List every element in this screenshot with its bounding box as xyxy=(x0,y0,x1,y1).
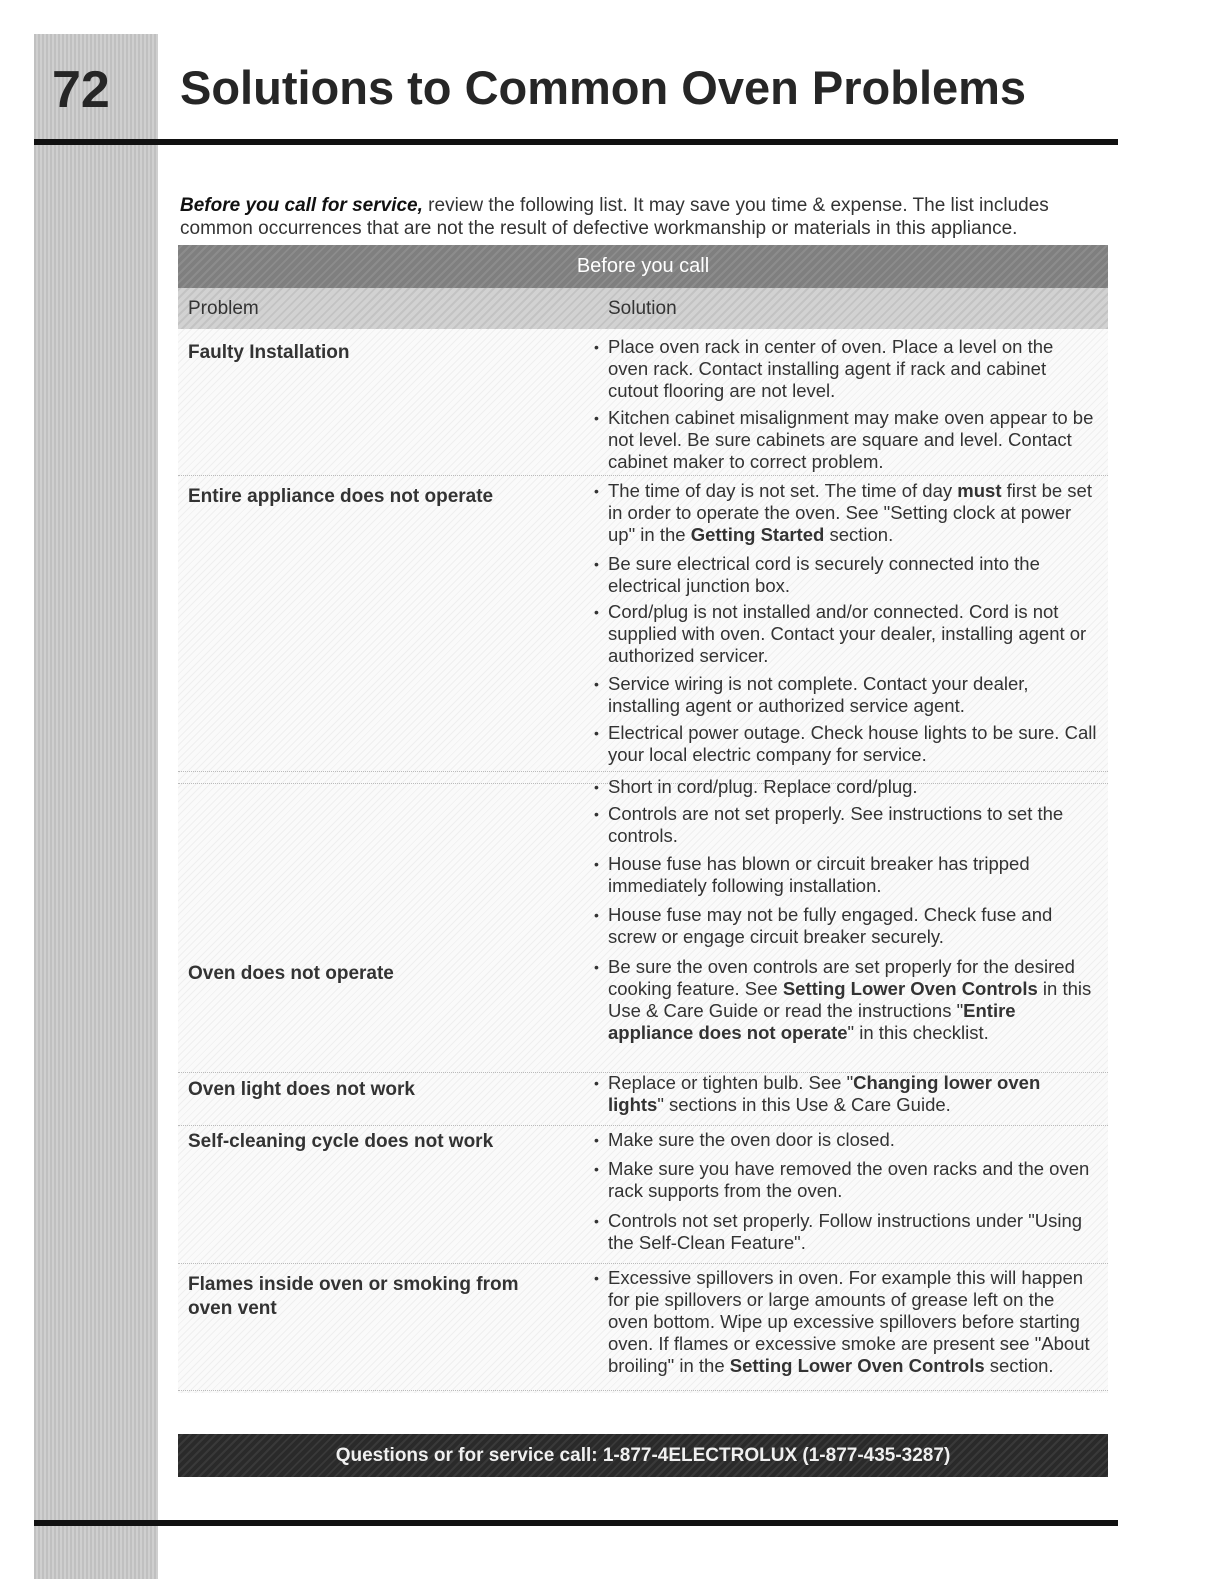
row-divider xyxy=(178,771,1108,772)
solution-text: Kitchen cabinet misalignment may make oven appear to be not level. Be sure cabinets are square and level. Contact cabinet maker to correct problem. xyxy=(608,407,1094,472)
bullet-icon: • xyxy=(594,483,599,499)
solution-item xyxy=(594,853,1098,897)
bullet-icon: • xyxy=(594,725,599,741)
solution-item xyxy=(594,722,1098,766)
solution-text: House fuse may not be fully engaged. Check fuse and screw or engage circuit breaker securely. xyxy=(608,904,1053,947)
solution-text: Controls not set properly. Follow instructions under "Using the Self-Clean Feature". xyxy=(608,1210,1083,1253)
service-call-footer: Questions or for service call: 1-877-4ELECTROLUX (1-877-435-3287) xyxy=(178,1434,1108,1477)
solution-column-header: Solution xyxy=(608,298,677,319)
table-header-row xyxy=(178,288,1108,329)
solution-item xyxy=(594,407,1098,473)
bullet-icon: • xyxy=(594,907,599,923)
bullet-icon: • xyxy=(594,556,599,572)
bullet-icon: • xyxy=(594,959,599,975)
bullet-icon: • xyxy=(594,1270,599,1286)
solution-item xyxy=(594,1210,1098,1254)
solution-item xyxy=(594,673,1098,717)
intro-lead: Before you call for service, xyxy=(180,195,423,216)
solution-item xyxy=(594,1072,1098,1116)
solution-item xyxy=(594,776,1098,798)
solution-text: Make sure the oven door is closed. xyxy=(608,1129,895,1150)
bullet-icon: • xyxy=(594,1075,599,1091)
page-number: 72 xyxy=(52,61,110,119)
footer-rule xyxy=(34,1520,1118,1526)
row-divider xyxy=(178,1390,1108,1391)
solution-text: Replace or tighten bulb. See "Changing lower oven lights" sections in this Use & Care Guide. xyxy=(608,1072,1041,1115)
solution-item xyxy=(594,336,1098,402)
side-strip xyxy=(34,34,158,1579)
intro-paragraph xyxy=(180,194,1110,240)
problem-flames: Flames inside oven or smoking from oven vent xyxy=(188,1274,519,1319)
solution-item xyxy=(594,803,1098,847)
bullet-icon: • xyxy=(594,604,599,620)
solution-item xyxy=(594,553,1098,597)
troubleshooting-table xyxy=(178,245,1108,1393)
solution-text: Cord/plug is not installed and/or connected. Cord is not supplied with oven. Contact your dealer, installing agent or authorized servicer. xyxy=(608,601,1087,666)
solution-item xyxy=(594,601,1098,667)
bullet-icon: • xyxy=(594,339,599,355)
solution-text: House fuse has blown or circuit breaker has tripped immediately following installation. xyxy=(608,853,1030,896)
page-title: Solutions to Common Oven Problems xyxy=(180,61,1027,114)
solution-text: The time of day is not set. The time of day must first be set in order to operate the oven. See "Setting clock at power up" in the Getting Started section. xyxy=(608,480,1092,545)
solution-text: Place oven rack in center of oven. Place a level on the oven rack. Contact installing agent if rack and cabinet cutout flooring are not level. xyxy=(608,336,1054,401)
problem-entire-appliance: Entire appliance does not operate xyxy=(188,486,494,507)
problem-oven-light: Oven light does not work xyxy=(188,1079,415,1100)
solution-text: Excessive spillovers in oven. For example this will happen for pie spillovers or large amounts of grease left on the oven bottom. Wipe up excessive spillovers before starting oven. If flames or excessive smoke are present see "About broiling" in the Setting Lower Oven Controls section. xyxy=(608,1267,1090,1376)
problem-oven-does-not-operate: Oven does not operate xyxy=(188,963,394,984)
problem-self-cleaning: Self-cleaning cycle does not work xyxy=(188,1131,494,1152)
problem-faulty-installation: Faulty Installation xyxy=(188,342,350,363)
solution-item xyxy=(594,904,1098,948)
table-title: Before you call xyxy=(178,245,1108,288)
solution-text: Electrical power outage. Check house lights to be sure. Call your local electric company for service. xyxy=(608,722,1097,765)
bullet-icon: • xyxy=(594,676,599,692)
row-divider xyxy=(178,475,1108,476)
solution-text: Be sure electrical cord is securely connected into the electrical junction box. xyxy=(608,553,1040,596)
problem-column-header: Problem xyxy=(188,298,259,319)
bullet-icon: • xyxy=(594,410,599,426)
bullet-icon: • xyxy=(594,856,599,872)
row-divider xyxy=(178,1125,1108,1126)
solution-text: Make sure you have removed the oven racks and the oven rack supports from the oven. xyxy=(608,1158,1090,1201)
solution-item xyxy=(594,1129,1098,1151)
bullet-icon: • xyxy=(594,1213,599,1229)
row-divider xyxy=(178,1263,1108,1264)
bullet-icon: • xyxy=(594,1161,599,1177)
bullet-icon: • xyxy=(594,806,599,822)
header-rule xyxy=(34,139,1118,145)
solution-item xyxy=(594,956,1098,1044)
bullet-icon: • xyxy=(594,1132,599,1148)
solution-item xyxy=(594,480,1098,546)
solution-text: Short in cord/plug. Replace cord/plug. xyxy=(608,776,918,797)
solution-text: Service wiring is not complete. Contact your dealer, installing agent or authorized service agent. xyxy=(608,673,1029,716)
solution-text: Be sure the oven controls are set properly for the desired cooking feature. See Setting Lower Oven Controls in this Use & Care Guide or read the instructions "Entire appliance does not operate" in this checklist. xyxy=(608,956,1092,1043)
intro-text: review the following list. It may save you time & expense. The list includes common occurrences that are not the result of defective workmanship or materials in this appliance. xyxy=(180,195,1049,239)
bullet-icon: • xyxy=(594,779,599,795)
solution-text: Controls are not set properly. See instructions to set the controls. xyxy=(608,803,1064,846)
solution-item xyxy=(594,1158,1098,1202)
solution-item xyxy=(594,1267,1098,1377)
